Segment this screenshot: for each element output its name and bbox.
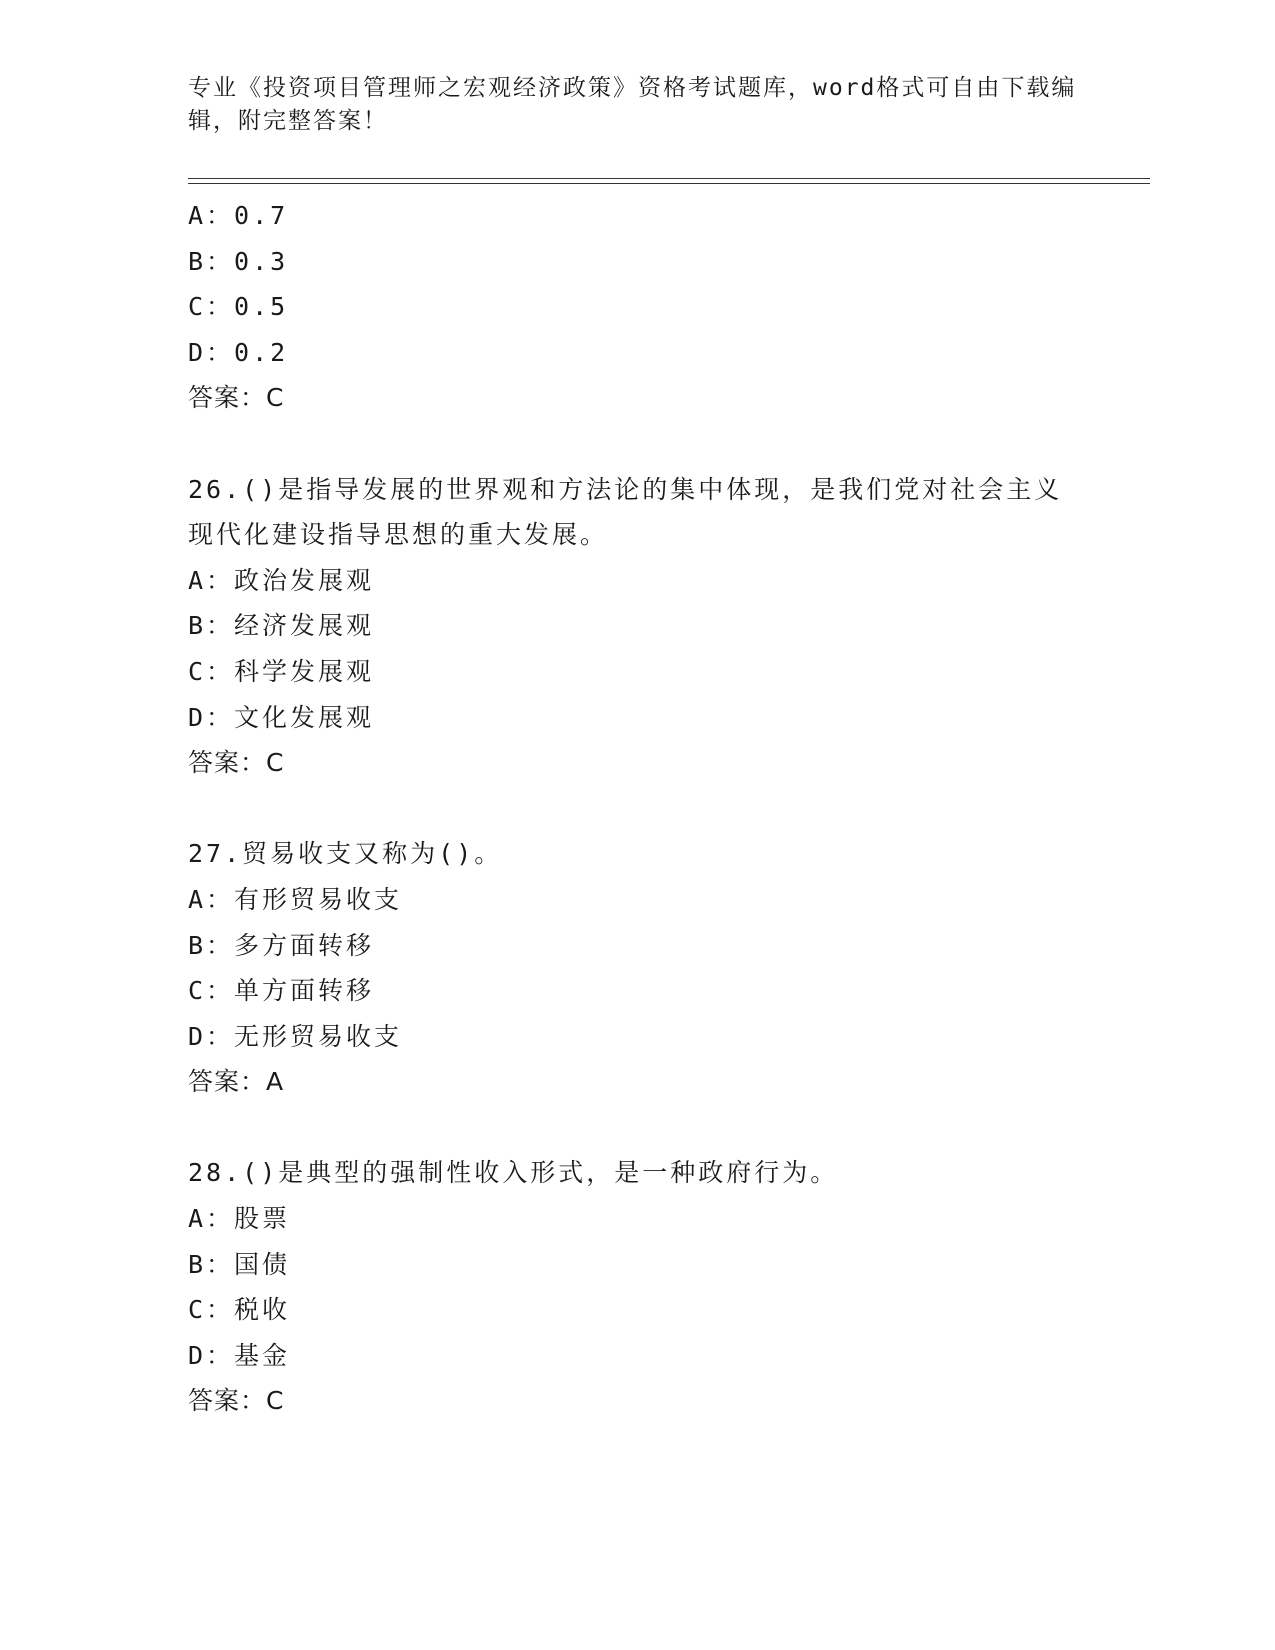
option-a: A：有形贸易收支: [188, 884, 403, 914]
option-b: B：经济发展观: [188, 611, 375, 641]
answer-line: 答案：C: [188, 383, 285, 413]
option-c: C：科学发展观: [188, 656, 375, 686]
option-d: D：0.2: [188, 337, 289, 367]
option-c: C：0.5: [188, 292, 289, 322]
spacer: [188, 786, 1108, 832]
question-stem: 26.()是指导发展的世界观和方法论的集中体现，是我们党对社会主义: [188, 474, 1063, 504]
spacer: [188, 1105, 1108, 1151]
question-stem: 27.贸易收支又称为()。: [188, 839, 503, 869]
question-stem-continued: 现代化建设指导思想的重大发展。: [188, 520, 609, 550]
question-list: [188, 193, 1108, 1424]
answer-line: 答案：C: [188, 748, 285, 778]
question-stem: 28.()是典型的强制性收入形式，是一种政府行为。: [188, 1158, 839, 1188]
option-c: C：单方面转移: [188, 976, 375, 1006]
option-a: A：股票: [188, 1204, 291, 1234]
option-d: D：基金: [188, 1340, 291, 1370]
question-block-25: [188, 193, 1108, 421]
option-b: B：0.3: [188, 246, 289, 276]
question-block-26: [188, 467, 1108, 786]
question-block-27: [188, 831, 1108, 1105]
option-a: A：政治发展观: [188, 565, 375, 595]
option-a: A：0.7: [188, 201, 289, 230]
header-line-1: 专业《投资项目管理师之宏观经济政策》资格考试题库，word格式可自由下载编: [188, 75, 1077, 101]
header-divider-bottom: [188, 183, 1150, 184]
option-b: B：多方面转移: [188, 930, 375, 960]
option-b: B：国债: [188, 1249, 291, 1279]
header-line-2: 辑，附完整答案！: [188, 108, 388, 134]
header-divider-top: [188, 178, 1150, 179]
option-d: D：无形贸易收支: [188, 1021, 403, 1051]
answer-line: 答案：A: [188, 1067, 285, 1097]
option-d: D：文化发展观: [188, 702, 375, 732]
document-header: [188, 72, 1088, 138]
answer-line: 答案：C: [188, 1386, 285, 1416]
option-c: C：税收: [188, 1295, 291, 1325]
spacer: [188, 421, 1108, 467]
question-block-28: [188, 1150, 1108, 1424]
